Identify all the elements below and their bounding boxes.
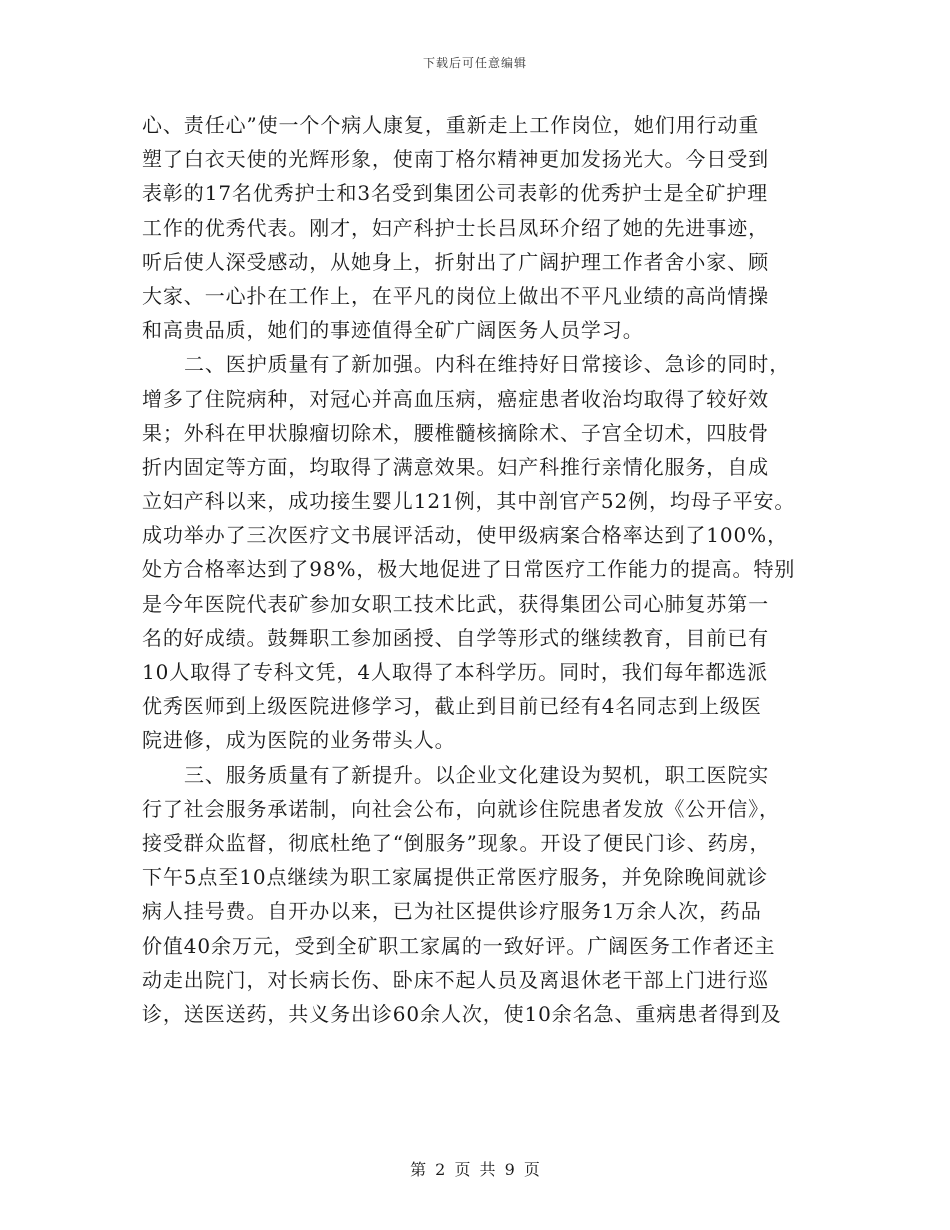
text-line: 成功举办了三次医疗文书展评活动，使甲级病案合格率达到了100%， (142, 523, 788, 548)
text-line: 接受群众监督，彻底杜绝了“倒服务”现象。开设了便民门诊、药房， (142, 830, 771, 855)
text-line: 和高贵品质，她们的事迹值得全矿广阔医务人员学习。 (142, 318, 644, 343)
text-line: 行了社会服务承诺制，向社会公布，向就诊住院患者发放《公开信》， (142, 796, 780, 821)
text-line: 大家、一心扑在工作上，在平凡的岗位上做出不平凡业绩的高尚情操 (142, 283, 769, 308)
text-line: 增多了住院病种，对冠心并高血压病，癌症患者收治均取得了较好效 (142, 386, 769, 411)
text-line: 10人取得了专科文凭，4人取得了本科学历。同时，我们每年都选派 (142, 660, 769, 684)
text-line: 下午5点至10点继续为职工家属提供正常医疗服务，并免除晚间就诊 (142, 865, 769, 890)
page-header: 下载后可任意编辑 (422, 56, 527, 70)
text-line: 诊，送医送药，共义务出诊60余人次，使10余名急、重病患者得到及 (142, 1001, 782, 1026)
text-line: 优秀医师到上级医院进修学习，截止到目前已经有4名同志到上级医 (142, 694, 762, 719)
text-line: 折内固定等方面，均取得了满意效果。妇产科推行亲情化服务，自成 (142, 454, 769, 479)
text-line: 表彰的17名优秀护士和3名受到集团公司表彰的优秀护士是全矿护理 (142, 181, 769, 206)
text-line: 院进修，成为医院的业务带头人。 (142, 728, 456, 753)
text-line: 价值40余万元，受到全矿职工家属的一致好评。广阔医务工作者还主 (142, 933, 776, 958)
text-line: 是今年医院代表矿参加女职工技术比武，获得集团公司心肺复苏第一 (142, 591, 769, 616)
paragraph-start-line: 三、服务质量有了新提升。以企业文化建设为契机，职工医院实 (184, 762, 770, 787)
document-body (142, 108, 822, 1031)
text-line: 动走出院门，对长病长伤、卧床不起人员及离退休老干部上门进行巡 (142, 967, 769, 992)
text-line: 心、责任心”使一个个病人康复，重新走上工作岗位，她们用行动重 (142, 113, 760, 137)
text-line: 塑了白衣天使的光辉形象，使南丁格尔精神更加发扬光大。今日受到 (142, 147, 769, 172)
text-line: 工作的优秀代表。刚才，妇产科护士长吕凤环介绍了她的先进事迹， (142, 215, 769, 240)
page-footer: 第 2 页 共 9 页 (410, 1160, 540, 1179)
text-line: 病人挂号费。自开办以来，已为社区提供诊疗服务1万余人次，药品 (142, 899, 762, 924)
text-line: 立妇产科以来，成功接生婴儿121例，其中剖官产52例，均母子平安。 (142, 489, 796, 514)
text-line: 听后使人深受感动，从她身上，折射出了广阔护理工作者舍小家、顾 (142, 249, 769, 274)
text-line: 名的好成绩。鼓舞职工参加函授、自学等形式的继续教育，目前已有 (142, 625, 769, 650)
paragraph-start-line: 二、医护质量有了新加强。内科在维持好日常接诊、急诊的同时， (184, 352, 791, 377)
text-line: 果；外科在甲状腺瘤切除术，腰椎髓核摘除术、子宫全切术，四肢骨 (142, 420, 769, 445)
text-line: 处方合格率达到了98%，极大地促进了日常医疗工作能力的提高。特别 (142, 557, 796, 582)
